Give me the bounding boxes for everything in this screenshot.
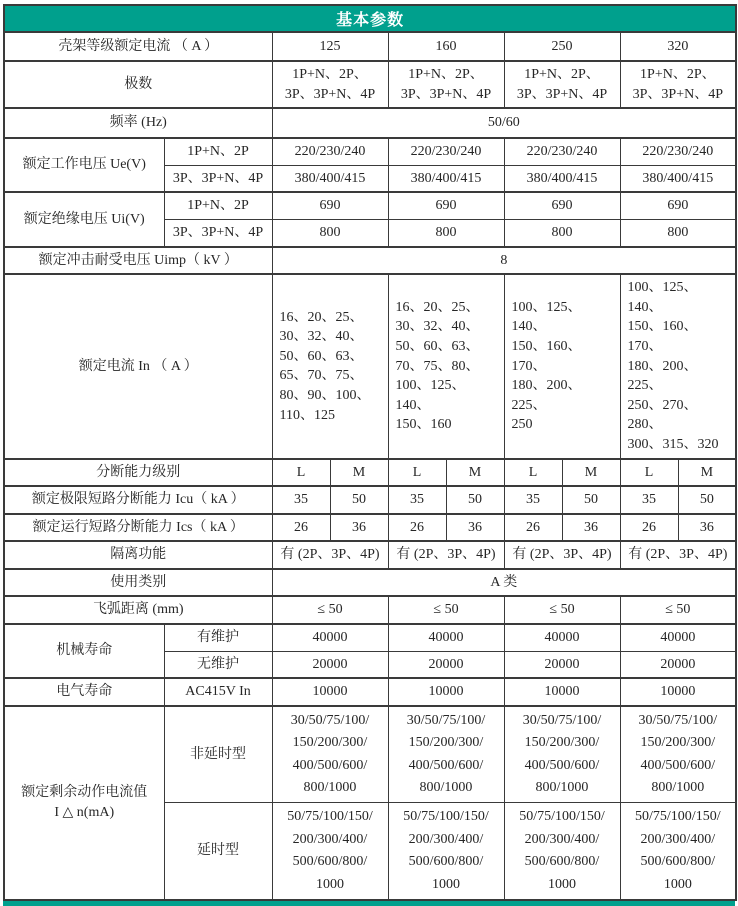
row-electrical-life <box>4 678 736 706</box>
value-cell: 50/75/100/150/ 200/300/400/ 500/600/800/ 1000 <box>620 803 736 900</box>
row-poles <box>4 61 736 108</box>
label-electrical-life: 电气寿命 <box>4 678 164 706</box>
value-cell: 10000 <box>272 678 388 706</box>
value-cell: 800 <box>504 219 620 246</box>
value-cell: 800 <box>620 219 736 246</box>
row-residual-current-1 <box>4 706 736 803</box>
label-rated-current: 额定电流 In （ A ） <box>4 274 272 458</box>
label-mechanical-life: 机械寿命 <box>4 624 164 678</box>
row-frequency <box>4 108 736 138</box>
value-cell: 50 <box>446 486 504 514</box>
value-cell: L <box>504 459 562 487</box>
value-cell: ≤ 50 <box>504 596 620 624</box>
value-cell: 50 <box>678 486 736 514</box>
value-cell: 16、20、25、 30、32、40、 50、60、63、 70、75、80、 100、125、140、 150、160 <box>388 274 504 458</box>
value-cell: 1P+N、2P、 3P、3P+N、4P <box>620 61 736 108</box>
value-cell: 26 <box>388 514 446 542</box>
value-cell: 220/230/240 <box>272 138 388 165</box>
value-cell: 220/230/240 <box>504 138 620 165</box>
value-cell: M <box>446 459 504 487</box>
value-cell: 20000 <box>272 651 388 678</box>
value-cell: 320 <box>620 32 736 61</box>
value-cell: 160 <box>388 32 504 61</box>
value-cell: 380/400/415 <box>620 165 736 192</box>
label-working-voltage: 额定工作电压 Ue(V) <box>4 138 164 192</box>
row-ics <box>4 514 736 542</box>
row-icu <box>4 486 736 514</box>
value-cell: 40000 <box>272 624 388 651</box>
value-cell: M <box>330 459 388 487</box>
label-breaking-capacity-class: 分断能力级别 <box>4 459 272 487</box>
value-cell: 50 <box>330 486 388 514</box>
value-cell: 50/75/100/150/ 200/300/400/ 500/600/800/ 1000 <box>272 803 388 900</box>
row-frame-rated-current <box>4 32 736 61</box>
row-rated-current <box>4 274 736 458</box>
value-cell: ≤ 50 <box>620 596 736 624</box>
value-cell: L <box>620 459 678 487</box>
value-cell: 380/400/415 <box>388 165 504 192</box>
value-cell: 10000 <box>388 678 504 706</box>
sub-label: 1P+N、2P <box>164 138 272 165</box>
label-residual-current: 额定剩余动作电流值 I △ n(mA) <box>4 706 164 900</box>
row-isolation <box>4 541 736 569</box>
value-cell: 16、20、25、 30、32、40、 50、60、63、 65、70、75、 80、90、100、 110、125 <box>272 274 388 458</box>
value-cell: 800 <box>272 219 388 246</box>
value-cell: 有 (2P、3P、4P) <box>504 541 620 569</box>
value-cell: M <box>562 459 620 487</box>
row-impulse-voltage <box>4 247 736 275</box>
value-cell: 40000 <box>620 624 736 651</box>
value-cell: 有 (2P、3P、4P) <box>388 541 504 569</box>
row-working-voltage-1 <box>4 138 736 165</box>
value-cell: 36 <box>330 514 388 542</box>
value-cell: 26 <box>504 514 562 542</box>
value-cell: 1P+N、2P、 3P、3P+N、4P <box>504 61 620 108</box>
value-cell: 20000 <box>620 651 736 678</box>
table-header-row <box>4 5 736 32</box>
value-cell: 26 <box>620 514 678 542</box>
value-cell: 有 (2P、3P、4P) <box>272 541 388 569</box>
value-cell: 380/400/415 <box>272 165 388 192</box>
sub-label: 延时型 <box>164 803 272 900</box>
value-cell: 690 <box>504 192 620 219</box>
value-cell: 36 <box>446 514 504 542</box>
value-cell: 20000 <box>504 651 620 678</box>
value-cell: 30/50/75/100/ 150/200/300/ 400/500/600/ 800/1000 <box>504 706 620 803</box>
value-cell: L <box>272 459 330 487</box>
sub-label: 无维护 <box>164 651 272 678</box>
label-frame-rated-current: 壳架等级额定电流 （ A ） <box>4 32 272 61</box>
value-cell: ≤ 50 <box>388 596 504 624</box>
value-cell: 50 <box>562 486 620 514</box>
spec-table-body <box>4 32 736 900</box>
sub-label: 3P、3P+N、4P <box>164 165 272 192</box>
value-cell: A 类 <box>272 569 736 597</box>
value-cell: 220/230/240 <box>620 138 736 165</box>
value-cell: 35 <box>620 486 678 514</box>
table-title: 基本参数 <box>4 5 736 32</box>
label-frequency: 频率 (Hz) <box>4 108 272 138</box>
value-cell: 125 <box>272 32 388 61</box>
value-cell: 50/60 <box>272 108 736 138</box>
value-cell: 40000 <box>388 624 504 651</box>
value-cell: 35 <box>504 486 562 514</box>
value-cell: 40000 <box>504 624 620 651</box>
value-cell: L <box>388 459 446 487</box>
value-cell: 380/400/415 <box>504 165 620 192</box>
value-cell: 35 <box>388 486 446 514</box>
value-cell: 30/50/75/100/ 150/200/300/ 400/500/600/ 800/1000 <box>272 706 388 803</box>
value-cell: 26 <box>272 514 330 542</box>
label-isolation: 隔离功能 <box>4 541 272 569</box>
label-poles: 极数 <box>4 61 272 108</box>
value-cell: 有 (2P、3P、4P) <box>620 541 736 569</box>
value-cell: 20000 <box>388 651 504 678</box>
sub-label: AC415V In <box>164 678 272 706</box>
value-cell: 8 <box>272 247 736 275</box>
value-cell: 36 <box>562 514 620 542</box>
value-cell: 800 <box>388 219 504 246</box>
value-cell: 220/230/240 <box>388 138 504 165</box>
value-cell: 1P+N、2P、 3P、3P+N、4P <box>388 61 504 108</box>
row-insulation-voltage-1 <box>4 192 736 219</box>
row-mechanical-life-1 <box>4 624 736 651</box>
spec-table <box>3 4 737 901</box>
value-cell: 10000 <box>620 678 736 706</box>
label-arcing-distance: 飞弧距离 (mm) <box>4 596 272 624</box>
value-cell: 690 <box>620 192 736 219</box>
value-cell: M <box>678 459 736 487</box>
value-cell: ≤ 50 <box>272 596 388 624</box>
bottom-accent-bar <box>3 901 735 906</box>
value-cell: 1P+N、2P、 3P、3P+N、4P <box>272 61 388 108</box>
sub-label: 非延时型 <box>164 706 272 803</box>
value-cell: 50/75/100/150/ 200/300/400/ 500/600/800/ 1000 <box>388 803 504 900</box>
value-cell: 690 <box>272 192 388 219</box>
value-cell: 100、125、140、 150、160、170、 180、200、225、 250 <box>504 274 620 458</box>
sub-label: 1P+N、2P <box>164 192 272 219</box>
label-utilization-category: 使用类别 <box>4 569 272 597</box>
sub-label: 3P、3P+N、4P <box>164 219 272 246</box>
value-cell: 36 <box>678 514 736 542</box>
value-cell: 10000 <box>504 678 620 706</box>
row-arcing-distance <box>4 596 736 624</box>
value-cell: 30/50/75/100/ 150/200/300/ 400/500/600/ 800/1000 <box>388 706 504 803</box>
value-cell: 30/50/75/100/ 150/200/300/ 400/500/600/ 800/1000 <box>620 706 736 803</box>
value-cell: 100、125、140、 150、160、170、 180、200、225、 250、270、280、 300、315、320 <box>620 274 736 458</box>
row-utilization-category <box>4 569 736 597</box>
label-icu: 额定极限短路分断能力 Icu（ kA ） <box>4 486 272 514</box>
label-ics: 额定运行短路分断能力 Ics（ kA ） <box>4 514 272 542</box>
value-cell: 250 <box>504 32 620 61</box>
label-insulation-voltage: 额定绝缘电压 Ui(V) <box>4 192 164 246</box>
value-cell: 50/75/100/150/ 200/300/400/ 500/600/800/ 1000 <box>504 803 620 900</box>
sub-label: 有维护 <box>164 624 272 651</box>
value-cell: 690 <box>388 192 504 219</box>
row-breaking-capacity-class <box>4 459 736 487</box>
label-impulse-voltage: 额定冲击耐受电压 Uimp（ kV ） <box>4 247 272 275</box>
value-cell: 35 <box>272 486 330 514</box>
